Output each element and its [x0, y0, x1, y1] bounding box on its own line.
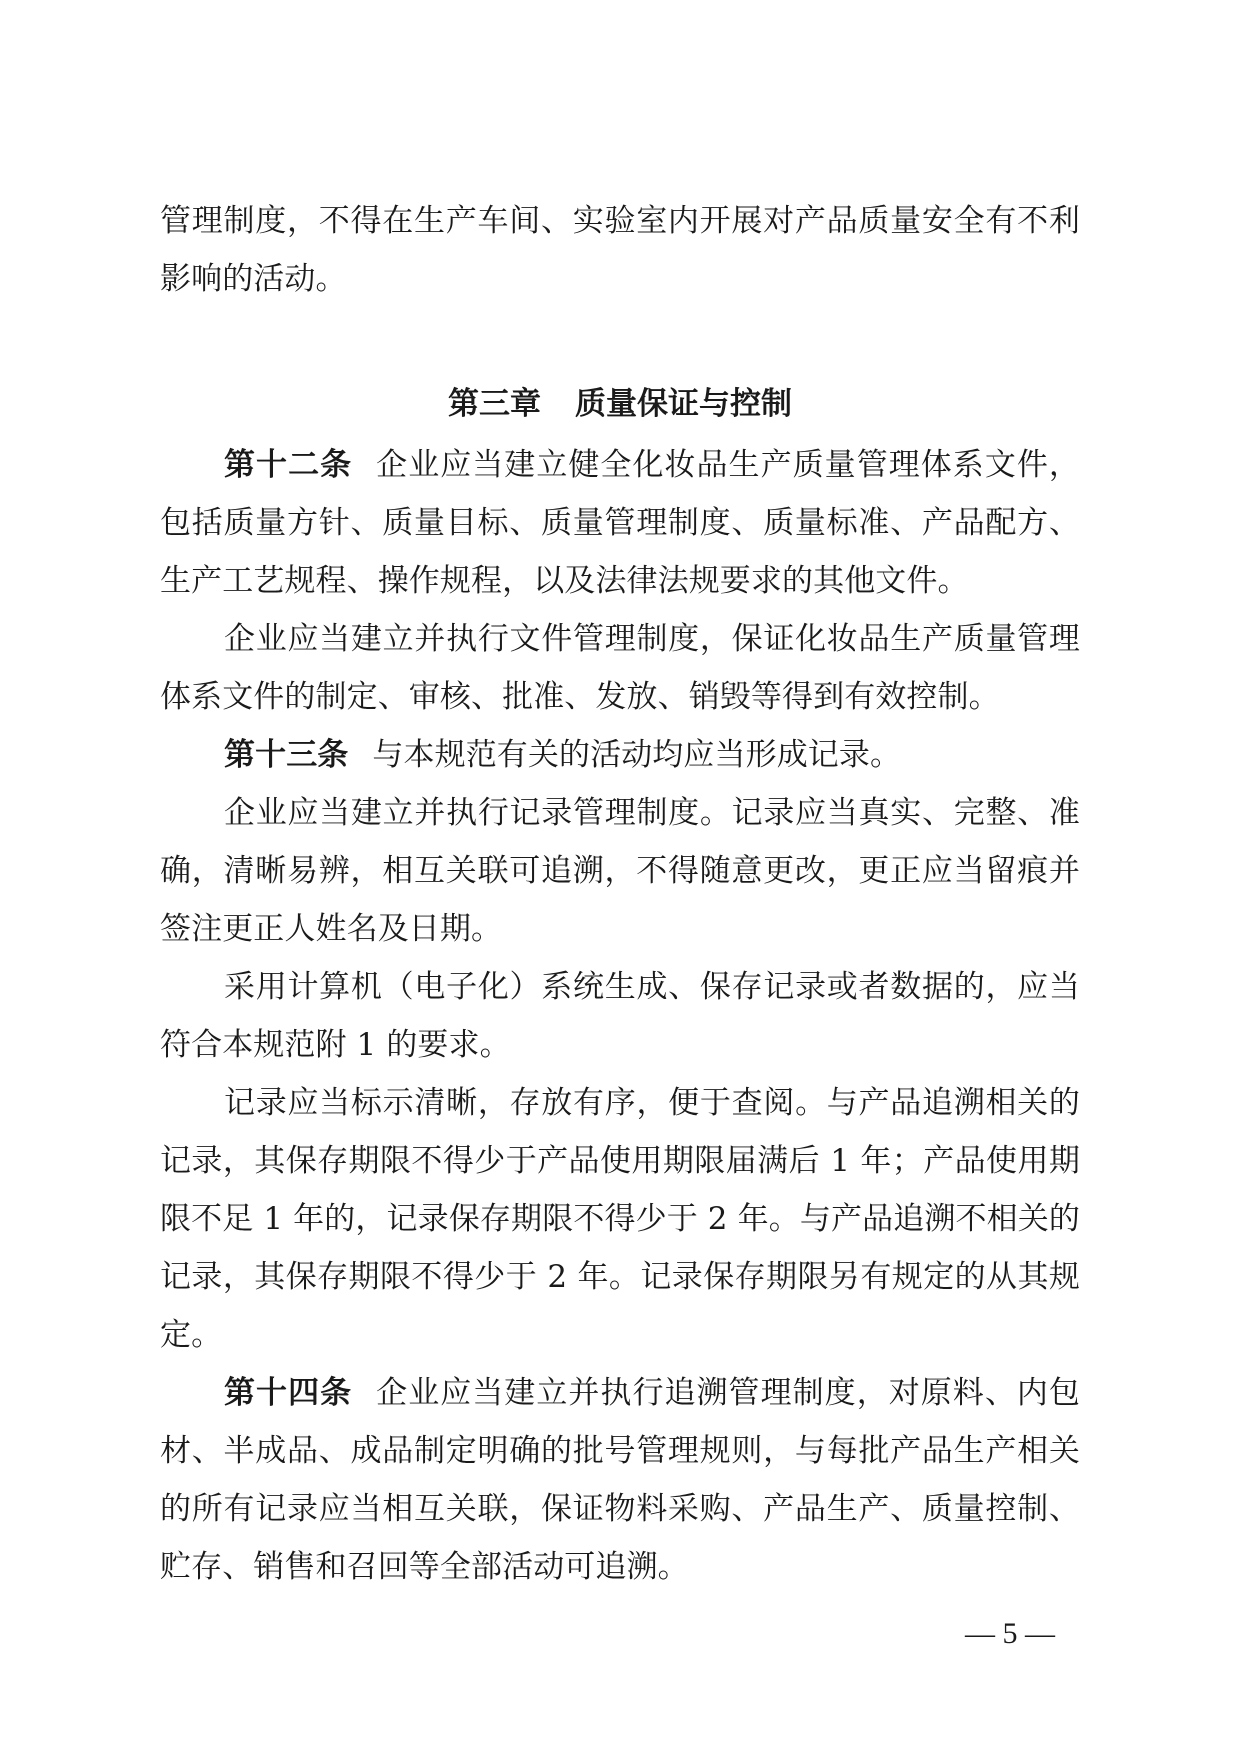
chapter-title: 质量保证与控制: [575, 386, 792, 422]
article-12-paragraph-1: [160, 436, 1080, 610]
article-13-paragraph-3: 采用计算机（电子化）系统生成、保存记录或者数据的，应当符合本规范附 1 的要求。: [160, 969, 1080, 1063]
page-number: — 5 —: [965, 1617, 1055, 1650]
article-14-text-1: 企业应当建立并执行追溯管理制度，对原料、内包材、半成品、成品制定明确的批号管理规则，与每批产品生产相关的所有记录应当相互关联，保证物料采购、产品生产、质量控制、贮存、销售和召回等全部活动可追溯。: [160, 1375, 1081, 1585]
article-13-label: 第十三条: [224, 737, 349, 773]
article-13-paragraph-1: [160, 726, 1080, 784]
article-13-paragraph-4: 记录应当标示清晰，存放有序，便于查阅。与产品追溯相关的记录，其保存期限不得少于产品使用期限届满后 1 年；产品使用期限不足 1 年的，记录保存期限不得少于 2 年。与产品追溯不相关的记录，其保存期限不得少于 2 年。记录保存期限另有规定的从其规定。: [160, 1085, 1080, 1353]
article-12-text-1: 企业应当建立健全化妆品生产质量管理体系文件，包括质量方针、质量目标、质量管理制度、质量标准、产品配方、生产工艺规程、操作规程，以及法律法规要求的其他文件。: [160, 447, 1081, 599]
chapter-heading: [160, 380, 1080, 428]
article-14-label: 第十四条: [224, 1375, 353, 1411]
article-12-paragraph-2: 企业应当建立并执行文件管理制度，保证化妆品生产质量管理体系文件的制定、审核、批准、发放、销毁等得到有效控制。: [160, 621, 1080, 715]
chapter-number: 第三章: [448, 386, 541, 422]
article-13-paragraph-2: 企业应当建立并执行记录管理制度。记录应当真实、完整、准确，清晰易辨，相互关联可追溯，不得随意更改，更正应当留痕并签注更正人姓名及日期。: [160, 795, 1080, 947]
articles-block: [160, 436, 1080, 1596]
intro-paragraph: 管理制度，不得在生产车间、实验室内开展对产品质量安全有不利影响的活动。: [160, 203, 1080, 297]
intro-block: [160, 192, 1080, 308]
article-12-label: 第十二条: [224, 447, 353, 483]
article-14-paragraph-1: [160, 1364, 1080, 1596]
article-13-text-1: 与本规范有关的活动均应当形成记录。: [372, 737, 902, 773]
